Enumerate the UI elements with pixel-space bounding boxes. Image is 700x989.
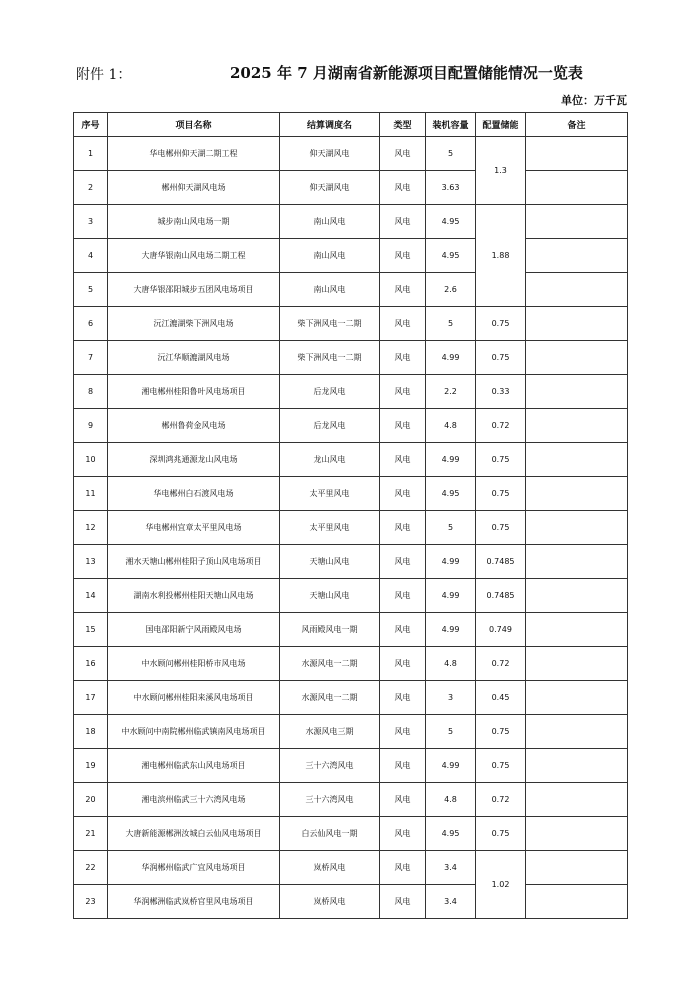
capacity-cell: 4.95	[426, 477, 476, 511]
project-type-cell: 风电	[380, 783, 426, 817]
dispatch-name-cell: 水源风电三期	[280, 715, 380, 749]
header-storage: 配置储能	[476, 113, 526, 137]
storage-cell: 0.7485	[476, 545, 526, 579]
project-type-cell: 风电	[380, 613, 426, 647]
table-row	[74, 477, 628, 511]
project-name-cell: 中水顾问中南院郴州临武镇南风电场项目	[108, 715, 280, 749]
capacity-cell: 4.99	[426, 749, 476, 783]
row-number-cell: 1	[74, 137, 108, 171]
project-name-cell: 华润郴州临武广宜风电场项目	[108, 851, 280, 885]
note-cell	[526, 749, 628, 783]
project-name-cell: 湖南水利投郴州桂阳天塘山风电场	[108, 579, 280, 613]
row-number-cell: 19	[74, 749, 108, 783]
dispatch-name-cell: 龙山风电	[280, 443, 380, 477]
note-cell	[526, 307, 628, 341]
note-cell	[526, 273, 628, 307]
table-row	[74, 273, 628, 307]
project-name-cell: 深圳鸿兆通源龙山风电场	[108, 443, 280, 477]
row-number-cell: 8	[74, 375, 108, 409]
project-type-cell: 风电	[380, 851, 426, 885]
note-cell	[526, 715, 628, 749]
dispatch-name-cell: 后龙风电	[280, 375, 380, 409]
project-type-cell: 风电	[380, 273, 426, 307]
storage-cell: 0.75	[476, 477, 526, 511]
project-type-cell: 风电	[380, 511, 426, 545]
header-project-name: 项目名称	[108, 113, 280, 137]
note-cell	[526, 817, 628, 851]
table-row	[74, 851, 628, 885]
project-type-cell: 风电	[380, 477, 426, 511]
table-row	[74, 341, 628, 375]
dispatch-name-cell: 仰天湖风电	[280, 137, 380, 171]
dispatch-name-cell: 三十六湾风电	[280, 783, 380, 817]
table-row	[74, 783, 628, 817]
table-row	[74, 511, 628, 545]
capacity-cell: 3.4	[426, 885, 476, 919]
project-name-cell: 中水顾问郴州桂阳桥市风电场	[108, 647, 280, 681]
dispatch-name-cell: 水源风电一二期	[280, 681, 380, 715]
row-number-cell: 2	[74, 171, 108, 205]
capacity-cell: 4.99	[426, 579, 476, 613]
project-type-cell: 风电	[380, 579, 426, 613]
capacity-cell: 2.6	[426, 273, 476, 307]
capacity-cell: 5	[426, 307, 476, 341]
storage-cell: 1.3	[476, 137, 526, 205]
capacity-cell: 4.8	[426, 647, 476, 681]
note-cell	[526, 375, 628, 409]
capacity-cell: 3	[426, 681, 476, 715]
dispatch-name-cell: 岚桥风电	[280, 851, 380, 885]
storage-cell: 0.75	[476, 341, 526, 375]
attachment-label: 附件 1：	[76, 67, 132, 83]
project-name-cell: 华电郴州宜章太平里风电场	[108, 511, 280, 545]
capacity-cell: 4.99	[426, 341, 476, 375]
capacity-cell: 4.95	[426, 239, 476, 273]
capacity-cell: 5	[426, 511, 476, 545]
note-cell	[526, 205, 628, 239]
capacity-cell: 4.8	[426, 409, 476, 443]
row-number-cell: 18	[74, 715, 108, 749]
storage-cell: 1.88	[476, 205, 526, 307]
storage-cell: 0.749	[476, 613, 526, 647]
header-dispatch-name: 结算调度名	[280, 113, 380, 137]
storage-cell: 0.72	[476, 647, 526, 681]
table-row	[74, 647, 628, 681]
note-cell	[526, 613, 628, 647]
table-row	[74, 137, 628, 171]
note-cell	[526, 409, 628, 443]
note-cell	[526, 239, 628, 273]
dispatch-name-cell: 南山风电	[280, 273, 380, 307]
capacity-cell: 3.4	[426, 851, 476, 885]
capacity-cell: 4.99	[426, 545, 476, 579]
note-cell	[526, 647, 628, 681]
dispatch-name-cell: 后龙风电	[280, 409, 380, 443]
table-body	[74, 137, 628, 919]
dispatch-name-cell: 水源风电一二期	[280, 647, 380, 681]
storage-cell: 0.45	[476, 681, 526, 715]
project-name-cell: 大唐新能源郴洲汝城白云仙风电场项目	[108, 817, 280, 851]
project-name-cell: 湘水天塘山郴州桂阳子顶山风电场项目	[108, 545, 280, 579]
storage-cell: 0.75	[476, 307, 526, 341]
storage-cell: 0.75	[476, 749, 526, 783]
table-header-row	[74, 113, 628, 137]
storage-cell: 0.75	[476, 715, 526, 749]
row-number-cell: 5	[74, 273, 108, 307]
project-type-cell: 风电	[380, 817, 426, 851]
note-cell	[526, 341, 628, 375]
dispatch-name-cell: 白云仙风电一期	[280, 817, 380, 851]
project-type-cell: 风电	[380, 681, 426, 715]
note-cell	[526, 783, 628, 817]
project-name-cell: 中水顾问郴州桂阳来溪风电场项目	[108, 681, 280, 715]
note-cell	[526, 545, 628, 579]
capacity-cell: 5	[426, 137, 476, 171]
project-type-cell: 风电	[380, 341, 426, 375]
dispatch-name-cell: 天塘山风电	[280, 545, 380, 579]
capacity-cell: 4.95	[426, 817, 476, 851]
note-cell	[526, 511, 628, 545]
table-row	[74, 375, 628, 409]
row-number-cell: 16	[74, 647, 108, 681]
note-cell	[526, 477, 628, 511]
note-cell	[526, 885, 628, 919]
table-row	[74, 749, 628, 783]
project-name-cell: 华润郴洲临武岚桥官里风电场项目	[108, 885, 280, 919]
project-type-cell: 风电	[380, 409, 426, 443]
project-type-cell: 风电	[380, 885, 426, 919]
project-name-cell: 郴州鲁荷金风电场	[108, 409, 280, 443]
dispatch-name-cell: 南山风电	[280, 205, 380, 239]
dispatch-name-cell: 三十六湾风电	[280, 749, 380, 783]
storage-cell: 0.75	[476, 443, 526, 477]
table-row	[74, 885, 628, 919]
capacity-cell: 3.63	[426, 171, 476, 205]
dispatch-name-cell: 仰天湖风电	[280, 171, 380, 205]
row-number-cell: 11	[74, 477, 108, 511]
row-number-cell: 3	[74, 205, 108, 239]
capacity-cell: 5	[426, 715, 476, 749]
project-type-cell: 风电	[380, 137, 426, 171]
table-row	[74, 545, 628, 579]
row-number-cell: 9	[74, 409, 108, 443]
table-row	[74, 171, 628, 205]
project-type-cell: 风电	[380, 443, 426, 477]
row-number-cell: 12	[74, 511, 108, 545]
storage-cell: 0.75	[476, 817, 526, 851]
table-row	[74, 579, 628, 613]
project-name-cell: 湘电郴州桂阳鲁叶风电场项目	[108, 375, 280, 409]
project-type-cell: 风电	[380, 239, 426, 273]
header-type: 类型	[380, 113, 426, 137]
project-type-cell: 风电	[380, 375, 426, 409]
header-note: 备注	[526, 113, 628, 137]
row-number-cell: 10	[74, 443, 108, 477]
project-name-cell: 沅江漉湖柴下洲风电场	[108, 307, 280, 341]
table-row	[74, 409, 628, 443]
dispatch-name-cell: 太平里风电	[280, 477, 380, 511]
project-type-cell: 风电	[380, 715, 426, 749]
table-row	[74, 239, 628, 273]
project-type-cell: 风电	[380, 545, 426, 579]
table-row	[74, 205, 628, 239]
table-row	[74, 613, 628, 647]
storage-cell: 0.33	[476, 375, 526, 409]
project-name-cell: 湘电滨州临武三十六湾风电场	[108, 783, 280, 817]
project-type-cell: 风电	[380, 205, 426, 239]
row-number-cell: 13	[74, 545, 108, 579]
project-name-cell: 华电郴州仰天湖二期工程	[108, 137, 280, 171]
project-name-cell: 大唐华银邵阳城步五团风电场项目	[108, 273, 280, 307]
row-number-cell: 21	[74, 817, 108, 851]
dispatch-name-cell: 南山风电	[280, 239, 380, 273]
table-row	[74, 443, 628, 477]
note-cell	[526, 851, 628, 885]
note-cell	[526, 171, 628, 205]
row-number-cell: 22	[74, 851, 108, 885]
project-name-cell: 湘电郴州临武东山风电场项目	[108, 749, 280, 783]
storage-cell: 0.72	[476, 409, 526, 443]
project-type-cell: 风电	[380, 307, 426, 341]
dispatch-name-cell: 天塘山风电	[280, 579, 380, 613]
table-row	[74, 681, 628, 715]
storage-cell: 0.72	[476, 783, 526, 817]
note-cell	[526, 579, 628, 613]
project-name-cell: 大唐华银南山风电场二期工程	[108, 239, 280, 273]
project-type-cell: 风电	[380, 647, 426, 681]
row-number-cell: 14	[74, 579, 108, 613]
row-number-cell: 23	[74, 885, 108, 919]
row-number-cell: 6	[74, 307, 108, 341]
storage-table	[73, 112, 628, 919]
project-name-cell: 国电邵阳新宁风雨殿风电场	[108, 613, 280, 647]
note-cell	[526, 681, 628, 715]
storage-cell: 0.7485	[476, 579, 526, 613]
table-row	[74, 817, 628, 851]
header-no: 序号	[74, 113, 108, 137]
row-number-cell: 20	[74, 783, 108, 817]
table-row	[74, 307, 628, 341]
header-capacity: 装机容量	[426, 113, 476, 137]
unit-label: 单位：万千瓦	[561, 94, 627, 107]
project-name-cell: 沅江华顺漉湖风电场	[108, 341, 280, 375]
capacity-cell: 4.99	[426, 443, 476, 477]
table-row	[74, 715, 628, 749]
row-number-cell: 4	[74, 239, 108, 273]
storage-cell: 0.75	[476, 511, 526, 545]
storage-cell: 1.02	[476, 851, 526, 919]
capacity-cell: 2.2	[426, 375, 476, 409]
dispatch-name-cell: 太平里风电	[280, 511, 380, 545]
capacity-cell: 4.8	[426, 783, 476, 817]
note-cell	[526, 137, 628, 171]
row-number-cell: 7	[74, 341, 108, 375]
capacity-cell: 4.95	[426, 205, 476, 239]
dispatch-name-cell: 风雨殿风电一期	[280, 613, 380, 647]
dispatch-name-cell: 柴下洲风电一二期	[280, 307, 380, 341]
page-title: 2025 年 7 月湖南省新能源项目配置储能情况一览表	[230, 64, 583, 82]
row-number-cell: 17	[74, 681, 108, 715]
project-name-cell: 郴州仰天湖风电场	[108, 171, 280, 205]
project-type-cell: 风电	[380, 171, 426, 205]
dispatch-name-cell: 岚桥风电	[280, 885, 380, 919]
note-cell	[526, 443, 628, 477]
project-name-cell: 城步南山风电场一期	[108, 205, 280, 239]
project-name-cell: 华电郴州白石渡风电场	[108, 477, 280, 511]
row-number-cell: 15	[74, 613, 108, 647]
dispatch-name-cell: 柴下洲风电一二期	[280, 341, 380, 375]
project-type-cell: 风电	[380, 749, 426, 783]
capacity-cell: 4.99	[426, 613, 476, 647]
